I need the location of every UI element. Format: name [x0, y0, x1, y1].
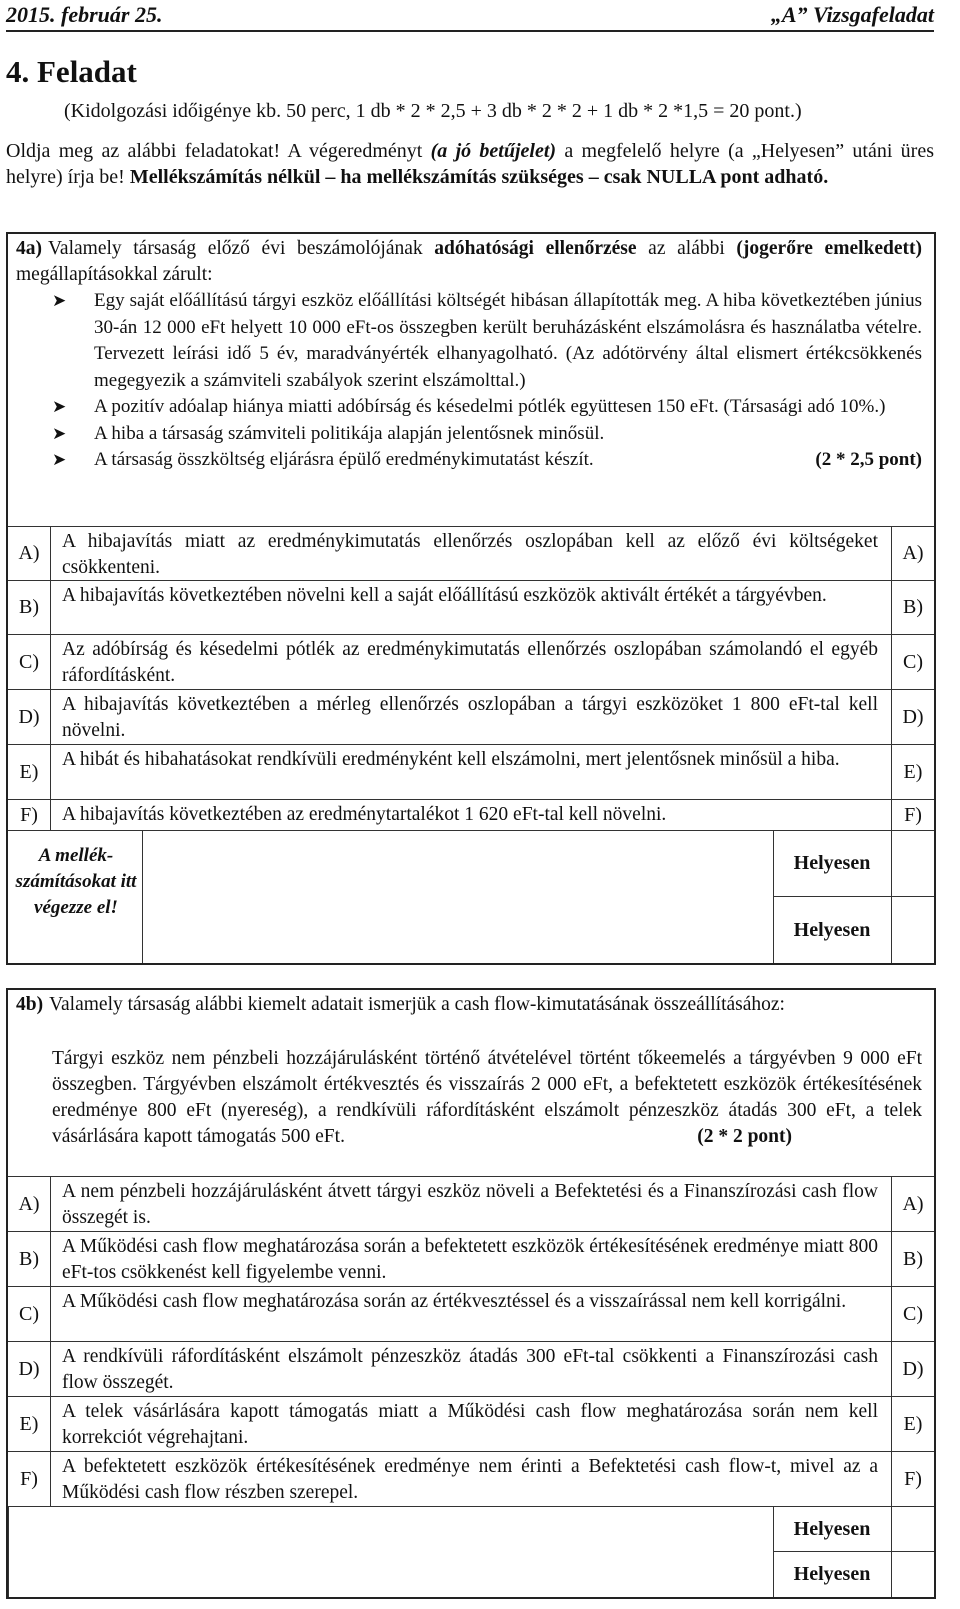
option-label-right: E)	[891, 745, 934, 799]
option-text: A Működési cash flow meghatározása során a befektetett eszközök értékesítésének eredménye miatt 800 eFt-tos csökkenést kell figyelembe venni.	[62, 1236, 878, 1283]
option-label-right: B)	[891, 1232, 934, 1286]
option-label-right: F)	[891, 800, 934, 830]
option-label: A)	[8, 527, 51, 580]
option-row	[8, 1286, 934, 1341]
option-row	[8, 634, 934, 689]
option-label-right: D)	[891, 690, 934, 744]
question-4a-points: (2 * 2,5 pont)	[815, 449, 922, 470]
intro-warning: Mellékszámítás nélkül – ha mellékszámítás szükséges – csak NULLA pont adható.	[129, 166, 829, 188]
intro-text-2: a megfelelő helyre (a „Helyesen” utáni üres helyre) írja be!	[6, 140, 935, 188]
option-label: E)	[8, 745, 51, 799]
fact-item	[52, 288, 922, 394]
answer-cell[interactable]	[891, 897, 934, 963]
scratch-divider	[142, 831, 143, 963]
answer-cell[interactable]	[891, 831, 934, 896]
question-4b-tag: 4b)	[16, 994, 44, 1015]
option-text: A hibajavítás miatt az eredménykimutatás ellenőrzés oszlopában kell az előző évi költségeket csökkenteni.	[62, 531, 878, 578]
option-label: D)	[8, 1342, 51, 1396]
option-text: A rendkívüli ráfordításként elszámolt pénzeszköz átadás 300 eFt-tal csökkenti a Finanszírozási cash flow összegét.	[62, 1346, 878, 1393]
question-4b-heading	[16, 992, 922, 1018]
question-4a-heading	[16, 236, 922, 288]
option-label-right: D)	[891, 1342, 934, 1396]
question-4b-box	[6, 988, 936, 1599]
question-4a-options	[8, 526, 934, 830]
task-instructions	[6, 138, 934, 190]
arrow-bullet-icon: ➤	[52, 397, 67, 416]
option-label: C)	[8, 1287, 51, 1341]
fact-item	[52, 421, 922, 448]
arrow-bullet-icon: ➤	[52, 423, 67, 443]
option-text: A hibajavítás következtében a mérleg ellenőrzés oszlopában a tárgyi eszközöket 1 800 eFt-tal kell növelni.	[62, 694, 878, 741]
option-label-right: F)	[891, 1452, 934, 1506]
question-4b-points: (2 * 2 pont)	[697, 1126, 792, 1147]
option-label-right: A)	[891, 527, 934, 580]
fact-text: A hiba a társaság számviteli politikája alapján jelentősnek minősül.	[94, 422, 605, 444]
option-label: B)	[8, 1232, 51, 1286]
option-row	[8, 1341, 934, 1396]
arrow-bullet-icon: ➤	[52, 450, 67, 469]
option-label: B)	[8, 581, 51, 634]
question-4a-box	[6, 232, 936, 965]
fact-item	[52, 394, 922, 421]
answer-grid	[773, 831, 934, 963]
q4b-head-text: Valamely társaság alábbi kiemelt adatait ismerjük a cash flow-kimutatásának összeállításához:	[49, 994, 785, 1015]
option-label: C)	[8, 635, 51, 689]
fact-text: A pozitív adóalap hiánya miatti adóbírság és késedelmi pótlék együttesen 150 eFt. (Társasági adó 10%.)	[94, 396, 886, 417]
answer-grid	[773, 1507, 934, 1597]
option-row	[8, 1176, 934, 1231]
q4a-head-text-2: az alábbi	[636, 238, 737, 259]
answer-cell[interactable]	[891, 1552, 934, 1597]
question-4b-body	[52, 1046, 922, 1150]
option-label-right: E)	[891, 1397, 934, 1451]
option-text: A nem pénzbeli hozzájárulásként átvett tárgyi eszköz növeli a Befektetési és a Finanszírozási cash flow összegét is.	[62, 1181, 878, 1228]
option-label-right: C)	[891, 635, 934, 689]
option-label-right: A)	[891, 1177, 934, 1231]
option-text: A befektetett eszközök értékesítésének eredménye nem érinti a Befektetési cash flow-t, mivel az a Működési cash flow részben szerepel.	[62, 1456, 878, 1503]
answer-row-2	[774, 897, 934, 963]
question-4a-facts	[52, 288, 922, 474]
task-time-info: (Kidolgozási időigénye kb. 50 perc, 1 db * 2 * 2,5 + 3 db * 2 * 2 + 1 db * 2 *1,5 = 20 pont.)	[64, 100, 802, 122]
question-4b-options	[8, 1176, 934, 1506]
option-label-right: B)	[891, 581, 934, 634]
answer-row-1	[774, 831, 934, 897]
option-row	[8, 580, 934, 634]
option-text: A Működési cash flow meghatározása során az értékvesztéssel és a visszaírással nem kell korrigálni.	[62, 1291, 847, 1312]
scratch-area[interactable]	[8, 1507, 9, 1597]
answer-label: Helyesen	[793, 852, 871, 874]
question-4a-tag: 4a)	[16, 238, 42, 259]
scratch-note: A mellék-számításokat itt végezze el!	[15, 845, 137, 918]
exam-date: 2015. február 25.	[6, 2, 163, 27]
q4a-head-bold-1: adóhatósági ellenőrzése	[434, 238, 637, 259]
fact-item	[52, 447, 922, 474]
option-label: A)	[8, 1177, 51, 1231]
option-row	[8, 689, 934, 744]
option-row	[8, 744, 934, 799]
task-title: 4. Feladat	[6, 54, 137, 89]
page-header	[6, 0, 934, 32]
option-row	[8, 1231, 934, 1286]
answer-row-2	[774, 1552, 934, 1597]
option-row	[8, 1396, 934, 1451]
option-label: F)	[8, 1452, 51, 1506]
option-row	[8, 799, 934, 830]
option-text: A hibajavítás következtében növelni kell a saját előállítású eszközök aktivált értékét a tárgyévben.	[62, 585, 827, 606]
q4a-head-text-1: Valamely társaság előző évi beszámolójának	[48, 238, 435, 259]
option-text: Az adóbírság és késedelmi pótlék az eredménykimutatás ellenőrzés oszlopában számolandó el egyéb ráfordításként.	[62, 639, 878, 686]
answer-cell[interactable]	[891, 1507, 934, 1551]
option-text: A hibát és hibahatásokat rendkívüli eredményként kell elszámolni, mert jelentősnek minősül a hiba.	[62, 749, 840, 770]
question-4a-answer-area	[8, 830, 934, 963]
option-label: E)	[8, 1397, 51, 1451]
option-label: D)	[8, 690, 51, 744]
answer-label: Helyesen	[793, 1563, 871, 1585]
question-4b-answer-area	[8, 1506, 934, 1597]
option-label: F)	[8, 800, 51, 830]
option-row	[8, 526, 934, 580]
option-row	[8, 1451, 934, 1506]
option-text: A telek vásárlására kapott támogatás miatt a Működési cash flow meghatározása során nem kell korrekciót végrehajtani.	[62, 1401, 878, 1448]
intro-emphasis: (a jó betűjelet)	[430, 140, 557, 162]
q4a-head-text-3: megállapításokkal zárult:	[16, 264, 213, 285]
answer-label: Helyesen	[793, 918, 871, 941]
intro-text-1: Oldja meg az alábbi feladatokat! A végeredményt	[6, 140, 431, 162]
answer-label: Helyesen	[793, 1517, 871, 1540]
q4b-body-text: Tárgyi eszköz nem pénzbeli hozzájárulásként történő átvételével történt tőkeemelés a tárgyévben 9 000 eFt összegben. Tárgyévben elszámolt értékvesztés és visszaírás 2 000 eFt, a befektetett eszközök értékesítésének eredménye 800 eFt (nyereség), a rendkívüli ráfordításként elszámolt pénzeszköz átadás 300 eFt, a telek vásárlására kapott támogatás 500 eFt.	[52, 1048, 922, 1147]
exam-variant: „A” Vizsgafeladat	[770, 2, 934, 27]
option-label-right: C)	[891, 1287, 934, 1341]
option-text: A hibajavítás következtében az eredménytartalékot 1 620 eFt-tal kell növelni.	[62, 804, 667, 825]
fact-text: A társaság összköltség eljárásra épülő eredménykimutatást készít.	[94, 449, 594, 470]
fact-text: Egy saját előállítású tárgyi eszköz előállítási költségét hibásan állapították meg. A hiba következtében június 30-án 12 000 eFt helyett 10 000 eFt-os összegben került beruházásként elszámolásra és használatba vételre. Tervezett leírási idő 5 év, maradványérték elhanyagolható. (Az adótörvény által elismert értékcsökkenés megegyezik a számviteli szabályok szerint elszámolttal.)	[94, 290, 922, 391]
q4a-head-bold-2: (jogerőre emelkedett)	[736, 238, 922, 259]
arrow-bullet-icon: ➤	[52, 291, 67, 310]
answer-row-1	[774, 1507, 934, 1552]
